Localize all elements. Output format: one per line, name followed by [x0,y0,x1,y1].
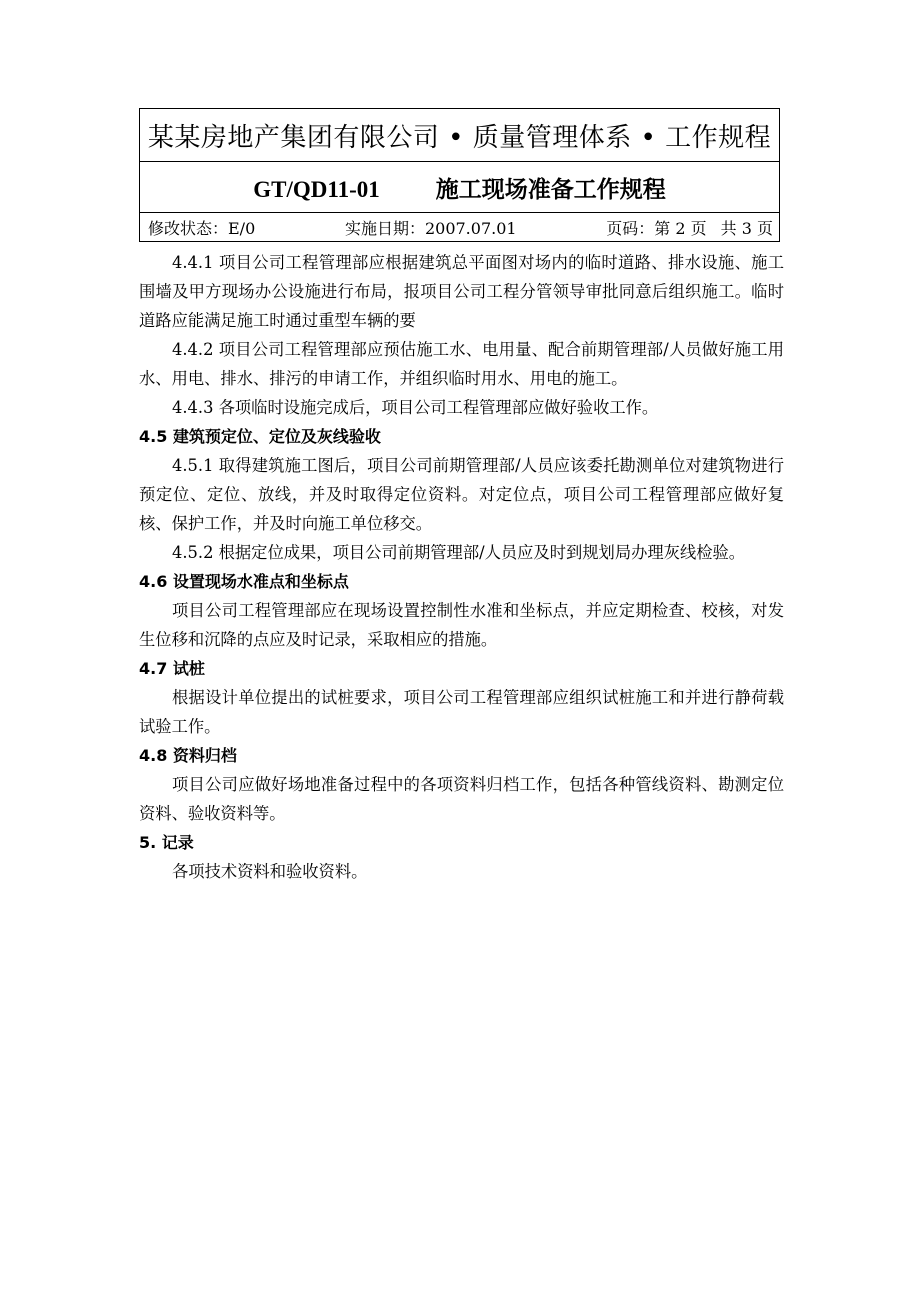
doc-title: 施工现场准备工作规程 [435,175,666,203]
paragraph-4-7: 根据设计单位提出的试桩要求，项目公司工程管理部应组织试桩施工和并进行静荷载试验工作。 [139,688,784,736]
heading-4-5: 4.5 建筑预定位、定位及灰线验收 [139,427,381,446]
page-total: 共 3 页 [720,218,773,238]
page-number: 页码：第 2 页 [606,218,707,238]
paragraph-4-4-1: 4.4.1 项目公司工程管理部应根据建筑总平面图对场内的临时道路、排水设施、施工围墙及甲方现场办公设施进行布局，报项目公司工程分管领导审批同意后组织施工。临时道路应能满足施工时通过重型车辆的要 [139,253,784,330]
meta-cell [140,213,780,242]
paragraph-4-8: 项目公司应做好场地准备过程中的各项资料归档工作，包括各种管线资料、勘测定位资料、验收资料等。 [139,775,784,823]
document-body [139,248,784,886]
meta-inner [140,216,779,239]
paragraph-4-6: 项目公司工程管理部应在现场设置控制性水准和坐标点，并应定期检查、校核，对发生位移和沉降的点应及时记录，采取相应的措施。 [139,601,784,649]
header-meta-row [140,213,780,242]
paragraph-4-5-2: 4.5.2 根据定位成果，项目公司前期管理部/人员应及时到规划局办理灰线检验。 [172,543,746,562]
heading-4-8: 4.8 资料归档 [139,746,237,765]
heading-4-6: 4.6 设置现场水准点和坐标点 [139,572,349,591]
doc-code: GT/QD11-01 [253,176,380,202]
paragraph-5: 各项技术资料和验收资料。 [172,862,368,881]
doc-title-cell [140,162,780,213]
paragraph-4-5-1: 4.5.1 取得建筑施工图后，项目公司前期管理部/人员应该委托勘测单位对建筑物进行预定位、定位、放线，并及时取得定位资料。对定位点，项目公司工程管理部应做好复核、保护工作，并及时向施工单位移交。 [139,456,784,533]
revision-status: 修改状态：E/0 [148,218,256,238]
header-title-row [140,162,780,213]
page-indicator [606,216,773,239]
header-org-row [140,109,780,162]
heading-4-7: 4.7 试桩 [139,659,205,678]
org-title: 某某房地产集团有限公司 • 质量管理体系 • 工作规程 [140,109,780,162]
heading-5: 5. 记录 [139,833,194,852]
document-header-table [139,108,780,242]
effective-date: 实施日期：2007.07.01 [344,218,517,238]
paragraph-4-4-3: 4.4.3 各项临时设施完成后，项目公司工程管理部应做好验收工作。 [172,398,659,417]
paragraph-4-4-2: 4.4.2 项目公司工程管理部应预估施工水、电用量、配合前期管理部/人员做好施工用水、用电、排水、排污的申请工作，并组织临时用水、用电的施工。 [139,340,784,388]
